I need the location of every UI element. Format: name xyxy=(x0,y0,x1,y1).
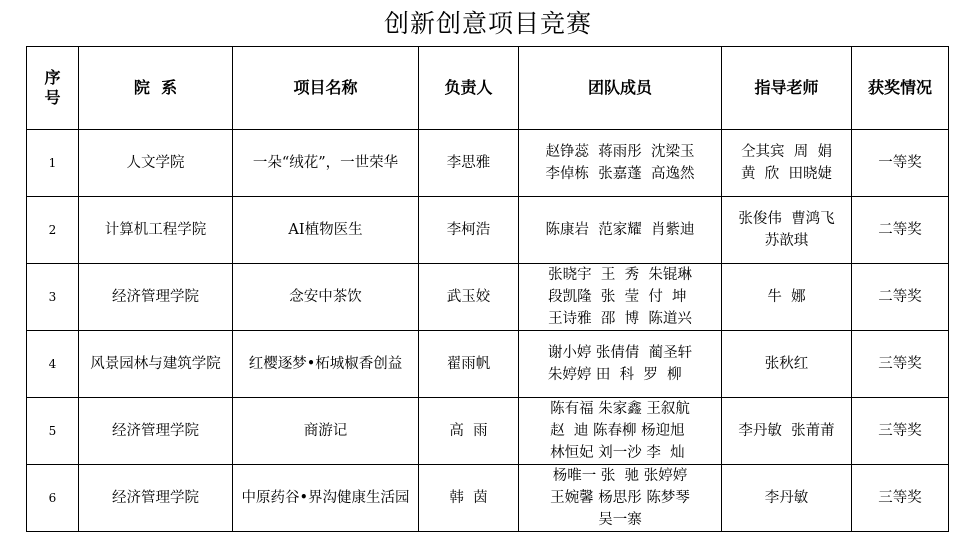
cell-department: 经济管理学院 xyxy=(79,264,233,331)
header-members: 团队成员 xyxy=(519,47,722,130)
cell-project: 一朵“绒花”，一世荣华 xyxy=(233,130,419,197)
cell-leader: 翟雨帆 xyxy=(419,331,519,398)
cell-members: 陈有福 朱家鑫 王叙航 赵 迪 陈春柳 杨迎旭 林恒妃 刘一沙 李 灿 xyxy=(519,398,722,465)
table-row xyxy=(27,197,949,264)
cell-advisor: 张俊伟 曹鸿飞 苏歆琪 xyxy=(722,197,852,264)
cell-department: 经济管理学院 xyxy=(79,398,233,465)
header-award: 获奖情况 xyxy=(852,47,949,130)
table-row xyxy=(27,264,949,331)
header-leader: 负责人 xyxy=(419,47,519,130)
cell-seq: 4 xyxy=(27,331,79,398)
cell-seq: 2 xyxy=(27,197,79,264)
cell-members: 杨唯一 张 驰 张婷婷 王婉馨 杨思彤 陈梦琴 吴一寨 xyxy=(519,465,722,532)
cell-members: 陈康岩 范家耀 肖紫迪 xyxy=(519,197,722,264)
table-row xyxy=(27,465,949,532)
cell-members: 赵铮蕊 蒋雨彤 沈梁玉 李倬栋 张嘉蓬 高逸然 xyxy=(519,130,722,197)
cell-seq: 3 xyxy=(27,264,79,331)
cell-advisor: 李丹敏 xyxy=(722,465,852,532)
cell-award: 一等奖 xyxy=(852,130,949,197)
cell-seq: 1 xyxy=(27,130,79,197)
cell-project: 中原药谷•界沟健康生活园 xyxy=(233,465,419,532)
cell-seq: 5 xyxy=(27,398,79,465)
cell-department: 人文学院 xyxy=(79,130,233,197)
cell-department: 计算机工程学院 xyxy=(79,197,233,264)
cell-members: 谢小婷 张倩倩 蔺圣轩 朱婷婷 田 科 罗 柳 xyxy=(519,331,722,398)
cell-project: 红樱逐梦•柘城椒香创益 xyxy=(233,331,419,398)
table-row xyxy=(27,398,949,465)
cell-project: 念安中茶饮 xyxy=(233,264,419,331)
table-row xyxy=(27,331,949,398)
cell-leader: 李思雅 xyxy=(419,130,519,197)
cell-leader: 韩 茵 xyxy=(419,465,519,532)
header-row xyxy=(27,47,949,130)
cell-leader: 李柯浩 xyxy=(419,197,519,264)
cell-leader: 武玉姣 xyxy=(419,264,519,331)
header-advisor: 指导老师 xyxy=(722,47,852,130)
header-project: 项目名称 xyxy=(233,47,419,130)
cell-project: 商游记 xyxy=(233,398,419,465)
cell-department: 风景园林与建筑学院 xyxy=(79,331,233,398)
header-seq: 序 号 xyxy=(27,47,79,130)
cell-advisor: 仝其宾 周 娟 黄 欣 田晓婕 xyxy=(722,130,852,197)
cell-advisor: 李丹敏 张莆莆 xyxy=(722,398,852,465)
cell-award: 三等奖 xyxy=(852,331,949,398)
cell-members: 张晓宇 王 秀 朱锟琳 段凯隆 张 莹 付 坤 王诗雅 邵 博 陈道兴 xyxy=(519,264,722,331)
cell-award: 三等奖 xyxy=(852,465,949,532)
cell-seq: 6 xyxy=(27,465,79,532)
document-title: 创新创意项目竞赛 xyxy=(383,9,592,38)
header-department: 院 系 xyxy=(79,47,233,130)
cell-award: 二等奖 xyxy=(852,264,949,331)
table-row xyxy=(27,130,949,197)
cell-project: AI植物医生 xyxy=(233,197,419,264)
cell-award: 三等奖 xyxy=(852,398,949,465)
cell-advisor: 牛 娜 xyxy=(722,264,852,331)
cell-award: 二等奖 xyxy=(852,197,949,264)
cell-advisor: 张秋红 xyxy=(722,331,852,398)
cell-leader: 高 雨 xyxy=(419,398,519,465)
award-table xyxy=(26,46,949,532)
cell-department: 经济管理学院 xyxy=(79,465,233,532)
